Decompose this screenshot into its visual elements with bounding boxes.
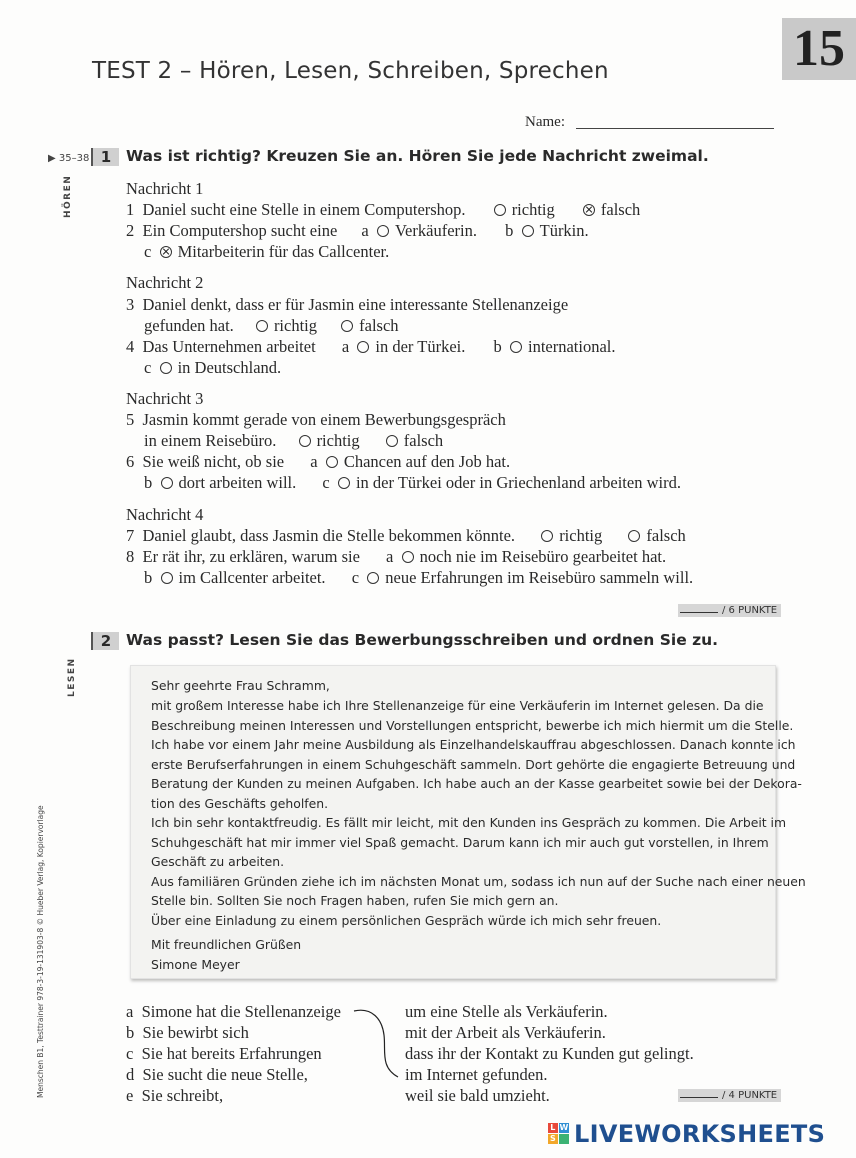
letter-line: tion des Geschäfts geholfen. (151, 795, 329, 811)
radio-option[interactable] (341, 320, 353, 332)
liveworksheets-icon: L W S (549, 1123, 569, 1143)
question-text: gefunden hat. (144, 316, 234, 335)
match-left-item[interactable] (126, 1044, 322, 1064)
option-label: Verkäuferin. (394, 221, 477, 240)
radio-option[interactable] (357, 341, 369, 353)
option-label: richtig (559, 526, 603, 545)
letter-signature: Simone Meyer (151, 957, 240, 972)
points-label: / 4 PUNKTE (722, 1090, 778, 1101)
message-heading: Nachricht 1 (126, 179, 204, 198)
radio-option[interactable] (510, 341, 522, 353)
option-label: falsch (600, 200, 641, 219)
copyright-note: Menschen B1, Testtrainer 978-3-19-131903-8 © Hueber Verlag, Kopiervorlage (36, 805, 45, 1098)
letter-line: Beschreibung meinen Interessen und Vorstellungen entspricht, bewerbe ich mich hiermit um die Stelle. (151, 717, 794, 733)
option-label: falsch (359, 316, 399, 335)
radio-option[interactable] (386, 435, 398, 447)
option-label: Chancen auf den Job hat. (343, 452, 511, 471)
letter-line: Über eine Einladung zu einem persönlichen Gespräch würde ich mich sehr freuen. (151, 912, 662, 928)
option-letter: c (144, 358, 152, 377)
option-letter: c (322, 473, 330, 492)
section-instruction: Was passt? Lesen Sie das Bewerbungsschreiben und ordnen Sie zu. (126, 631, 719, 649)
option-label: falsch (403, 431, 444, 450)
question-number: 3 (126, 295, 135, 314)
match-left-item[interactable] (126, 1086, 223, 1106)
option-letter: a (310, 452, 318, 471)
name-label: Name: (525, 114, 565, 130)
message-heading: Nachricht 3 (126, 389, 204, 408)
radio-option-checked[interactable] (583, 204, 595, 216)
radio-option[interactable] (494, 204, 506, 216)
match-right-item[interactable]: im Internet gefunden. (405, 1065, 548, 1084)
points-input-line[interactable] (680, 1097, 718, 1098)
radio-option[interactable] (160, 362, 172, 374)
radio-option[interactable] (628, 530, 640, 542)
option-label: richtig (316, 431, 360, 450)
option-label: Türkin. (539, 221, 589, 240)
section-number: 2 (91, 632, 119, 650)
question-3-cont (144, 316, 399, 336)
question-number: 4 (126, 337, 135, 356)
option-label: Mitarbeiterin für das Callcenter. (177, 242, 390, 261)
question-text: Er rät ihr, zu erklären, warum sie (142, 547, 360, 566)
question-5 (126, 410, 506, 430)
radio-option[interactable] (256, 320, 268, 332)
letter-line: Ich habe vor einem Jahr meine Ausbildung als Einzelhandelskauffrau abgeschlossen. Danach konnte ich (151, 737, 796, 752)
option-label: international. (527, 337, 616, 356)
points-box (678, 604, 781, 617)
question-1 (126, 200, 640, 220)
item-text: Sie sucht die neue Stelle, (142, 1065, 308, 1084)
logo-text: LIVEWORKSHEETS (574, 1120, 826, 1148)
audio-track-label: ▶ 35–38 (48, 153, 90, 164)
item-letter: b (126, 1023, 135, 1042)
radio-option[interactable] (377, 225, 389, 237)
question-5-cont (144, 431, 443, 451)
application-letter (130, 665, 806, 979)
question-text: Daniel glaubt, dass Jasmin die Stelle bekommen könnte. (142, 526, 516, 545)
question-text: Jasmin kommt gerade von einem Bewerbungsgespräch (142, 410, 506, 429)
radio-option-checked[interactable] (160, 246, 172, 258)
option-letter: a (341, 337, 350, 356)
match-right-item[interactable]: um eine Stelle als Verkäuferin. (405, 1002, 608, 1021)
question-3 (126, 295, 568, 315)
match-left-item[interactable] (126, 1002, 341, 1022)
question-number: 5 (126, 410, 135, 429)
question-text: Das Unternehmen arbeitet (142, 337, 316, 356)
match-right-item[interactable]: weil sie bald umzieht. (405, 1086, 550, 1105)
radio-option[interactable] (161, 477, 173, 489)
item-letter: c (126, 1044, 134, 1063)
question-2-option-c (144, 242, 389, 262)
option-label: richtig (273, 316, 318, 335)
letter-line: erste Berufserfahrungen in einem Schuhgeschäft sammeln. Dort gehörte die engagierte Betreuung und (151, 756, 796, 772)
side-label-lesen: LESEN (67, 657, 77, 697)
section-number: 1 (91, 148, 119, 166)
match-right-item[interactable]: mit der Arbeit als Verkäuferin. (405, 1023, 606, 1042)
name-input-line[interactable] (576, 128, 774, 129)
liveworksheets-logo (548, 1120, 825, 1148)
letter-line: Ich bin sehr kontaktfreudig. Es fällt mir leicht, mit den Kunden ins Gespräch zu kommen. Die Arbeit im (151, 815, 787, 830)
option-label: dort arbeiten will. (178, 473, 297, 492)
radio-option[interactable] (338, 477, 350, 489)
question-number: 1 (126, 200, 135, 219)
question-7 (126, 526, 686, 546)
letter-closing: Mit freundlichen Grüßen (151, 937, 302, 952)
option-label: im Callcenter arbeitet. (178, 568, 326, 587)
radio-option[interactable] (541, 530, 553, 542)
question-4 (126, 337, 616, 357)
letter-line: Beratung der Kunden zu meinen Aufgaben. Ich habe auch an der Kasse gearbeitet sowie bei der Dekora- (151, 776, 802, 791)
radio-option[interactable] (367, 572, 379, 584)
match-left-item[interactable] (126, 1023, 249, 1043)
question-number: 8 (126, 547, 135, 566)
option-letter: b (505, 221, 514, 240)
letter-line: Schuhgeschäft hat mir immer viel Spaß gemacht. Darum kann ich mir auch gut vorstellen, in Ihrem (151, 834, 769, 850)
page-title: TEST 2 – Hören, Lesen, Schreiben, Sprechen (92, 58, 609, 84)
question-text: Sie weiß nicht, ob sie (142, 452, 285, 471)
points-label: / 6 PUNKTE (722, 605, 778, 616)
item-text: Sie bewirbt sich (142, 1023, 249, 1042)
option-label: in der Türkei. (375, 337, 466, 356)
option-letter: b (493, 337, 502, 356)
question-number: 6 (126, 452, 135, 471)
option-label: in der Türkei oder in Griechenland arbeiten wird. (355, 473, 681, 492)
letter-line: Sehr geehrte Frau Schramm, (151, 678, 330, 693)
item-letter: a (126, 1002, 134, 1021)
letter-line: Geschäft zu arbeiten. (151, 854, 285, 869)
letter-line: Aus familiären Gründen ziehe ich im nächsten Monat um, sodass ich nun auf der Suche nach einer neuen (151, 873, 806, 889)
option-letter: a (361, 221, 369, 240)
message-heading: Nachricht 4 (126, 505, 204, 524)
option-letter: c (351, 568, 360, 587)
question-2 (126, 221, 589, 241)
question-text: in einem Reisebüro. (144, 431, 277, 450)
points-box (678, 1089, 781, 1102)
option-letter: a (386, 547, 394, 566)
item-text: Sie hat bereits Erfahrungen (141, 1044, 322, 1063)
question-6-options-bc (144, 473, 681, 493)
points-input-line[interactable] (680, 612, 718, 613)
letter-line: Stelle bin. Sollten Sie noch Fragen haben, rufen Sie mich gern an. (151, 893, 559, 908)
match-connector-line (350, 1005, 410, 1085)
radio-option[interactable] (522, 225, 534, 237)
option-label: falsch (646, 526, 686, 545)
option-label: richtig (511, 200, 555, 219)
radio-option[interactable] (402, 551, 414, 563)
item-text: Simone hat die Stellenanzeige (141, 1002, 341, 1021)
option-label: noch nie im Reisebüro gearbeitet hat. (419, 547, 667, 566)
item-text: Sie schreibt, (141, 1086, 224, 1105)
question-number: 2 (126, 221, 135, 240)
option-label: neue Erfahrungen im Reisebüro sammeln will. (385, 568, 694, 587)
radio-option[interactable] (326, 456, 338, 468)
question-4-option-c (144, 358, 281, 378)
radio-option[interactable] (299, 435, 311, 447)
option-letter: b (144, 473, 153, 492)
match-right-item[interactable]: dass ihr der Kontakt zu Kunden gut gelingt. (405, 1044, 694, 1063)
match-left-item[interactable] (126, 1065, 308, 1085)
side-label-hoeren: HÖREN (63, 174, 73, 218)
question-6 (126, 452, 510, 472)
item-letter: e (126, 1086, 134, 1105)
item-letter: d (126, 1065, 135, 1084)
question-number: 7 (126, 526, 135, 545)
question-text: Daniel sucht eine Stelle in einem Computershop. (142, 200, 466, 219)
option-letter: c (144, 242, 152, 261)
test-number-badge: 15 (782, 18, 856, 80)
radio-option[interactable] (161, 572, 173, 584)
question-text: Ein Computershop sucht eine (142, 221, 338, 240)
letter-line: mit großem Interesse habe ich Ihre Stellenanzeige für eine Verkäuferin im Internet gelesen. Da die (151, 698, 764, 713)
section-instruction: Was ist richtig? Kreuzen Sie an. Hören Sie jede Nachricht zweimal. (126, 147, 709, 165)
question-8 (126, 547, 666, 567)
question-8-options-bc (144, 568, 693, 588)
question-text: Daniel denkt, dass er für Jasmin eine interessante Stellenanzeige (142, 295, 569, 314)
message-heading: Nachricht 2 (126, 273, 204, 292)
option-label: in Deutschland. (177, 358, 282, 377)
option-letter: b (144, 568, 153, 587)
